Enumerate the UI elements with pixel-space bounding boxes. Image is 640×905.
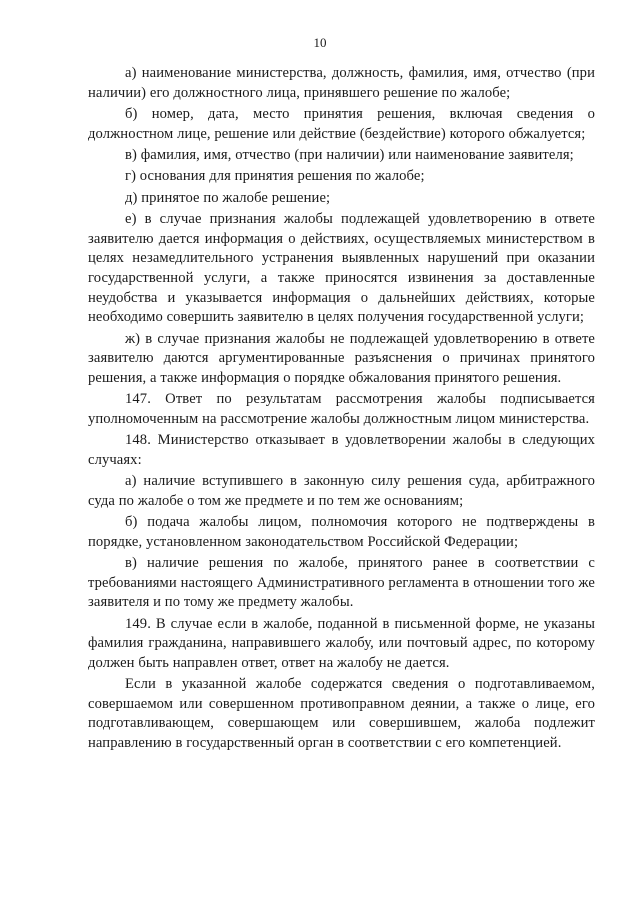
paragraph-146-zh: ж) в случае признания жалобы не подлежащей удовлетворению в ответе заявителю даются аргументированные разъяснения о причинах принятого решения, а также информация о порядке обжалования принятого решения. [88,330,595,386]
paragraph-147: 147. Ответ по результатам рассмотрения жалобы подписывается уполномоченным на рассмотрение жалобы должностным лицом министерства. [88,391,595,427]
paragraph-146-b: б) номер, дата, место принятия решения, включая сведения о должностном лице, решение или действие (бездействие) которого обжалуется; [88,105,595,142]
paragraph-146-g: г) основания для принятия решения по жалобе; [125,168,425,185]
paragraph-149-continued: Если в указанной жалобе содержатся сведения о подготавливаемом, совершаемом или совершенном противоправном деянии, а также о лице, его подготавливающем, совершающем или совершившем, жалоба подлежит направлению в государственный орган в соответствии с его компетенцией. [88,676,595,751]
page-number: 10 [313,35,327,50]
paragraph-148-v: в) наличие решения по жалобе, принятого ранее в соответствии с требованиями настоящего Административного регламента в отношении того же заявителя и по тому же предмету жалобы. [88,555,595,611]
document-body [88,64,595,755]
paragraph-148-b: б) подача жалобы лицом, полномочия которого не подтверждены в порядке, установленном законодательством Российской Федерации; [88,514,595,550]
paragraph-146-e: е) в случае признания жалобы подлежащей удовлетворению в ответе заявителю дается информация о действиях, осуществляемых министерством в целях незамедлительного устранения выявленных нарушений при оказании государственной услуги, а также приносятся извинения за доставленные неудобства и указывается информация о дальнейших действиях, которые необходимо совершить заявителю в целях получения государственной услуги; [88,211,595,326]
paragraph-148-a: а) наличие вступившего в законную силу решения суда, арбитражного суда по жалобе о том же предмете и по тем же основаниям; [88,473,595,509]
paragraph-146-v: в) фамилия, имя, отчество (при наличии) или наименование заявителя; [125,146,574,163]
paragraph-146-d: д) принятое по жалобе решение; [125,189,331,206]
paragraph-148: 148. Министерство отказывает в удовлетворении жалобы в следующих случаях: [88,432,595,468]
paragraph-149: 149. В случае если в жалобе, поданной в письменной форме, не указаны фамилия гражданина, направившего жалобу, или почтовый адрес, по которому должен быть направлен ответ, ответ на жалобу не дается. [88,615,595,671]
paragraph-146-a: а) наименование министерства, должность, фамилия, имя, отчество (при наличии) его должностного лица, принявшего решение по жалобе; [88,65,595,101]
